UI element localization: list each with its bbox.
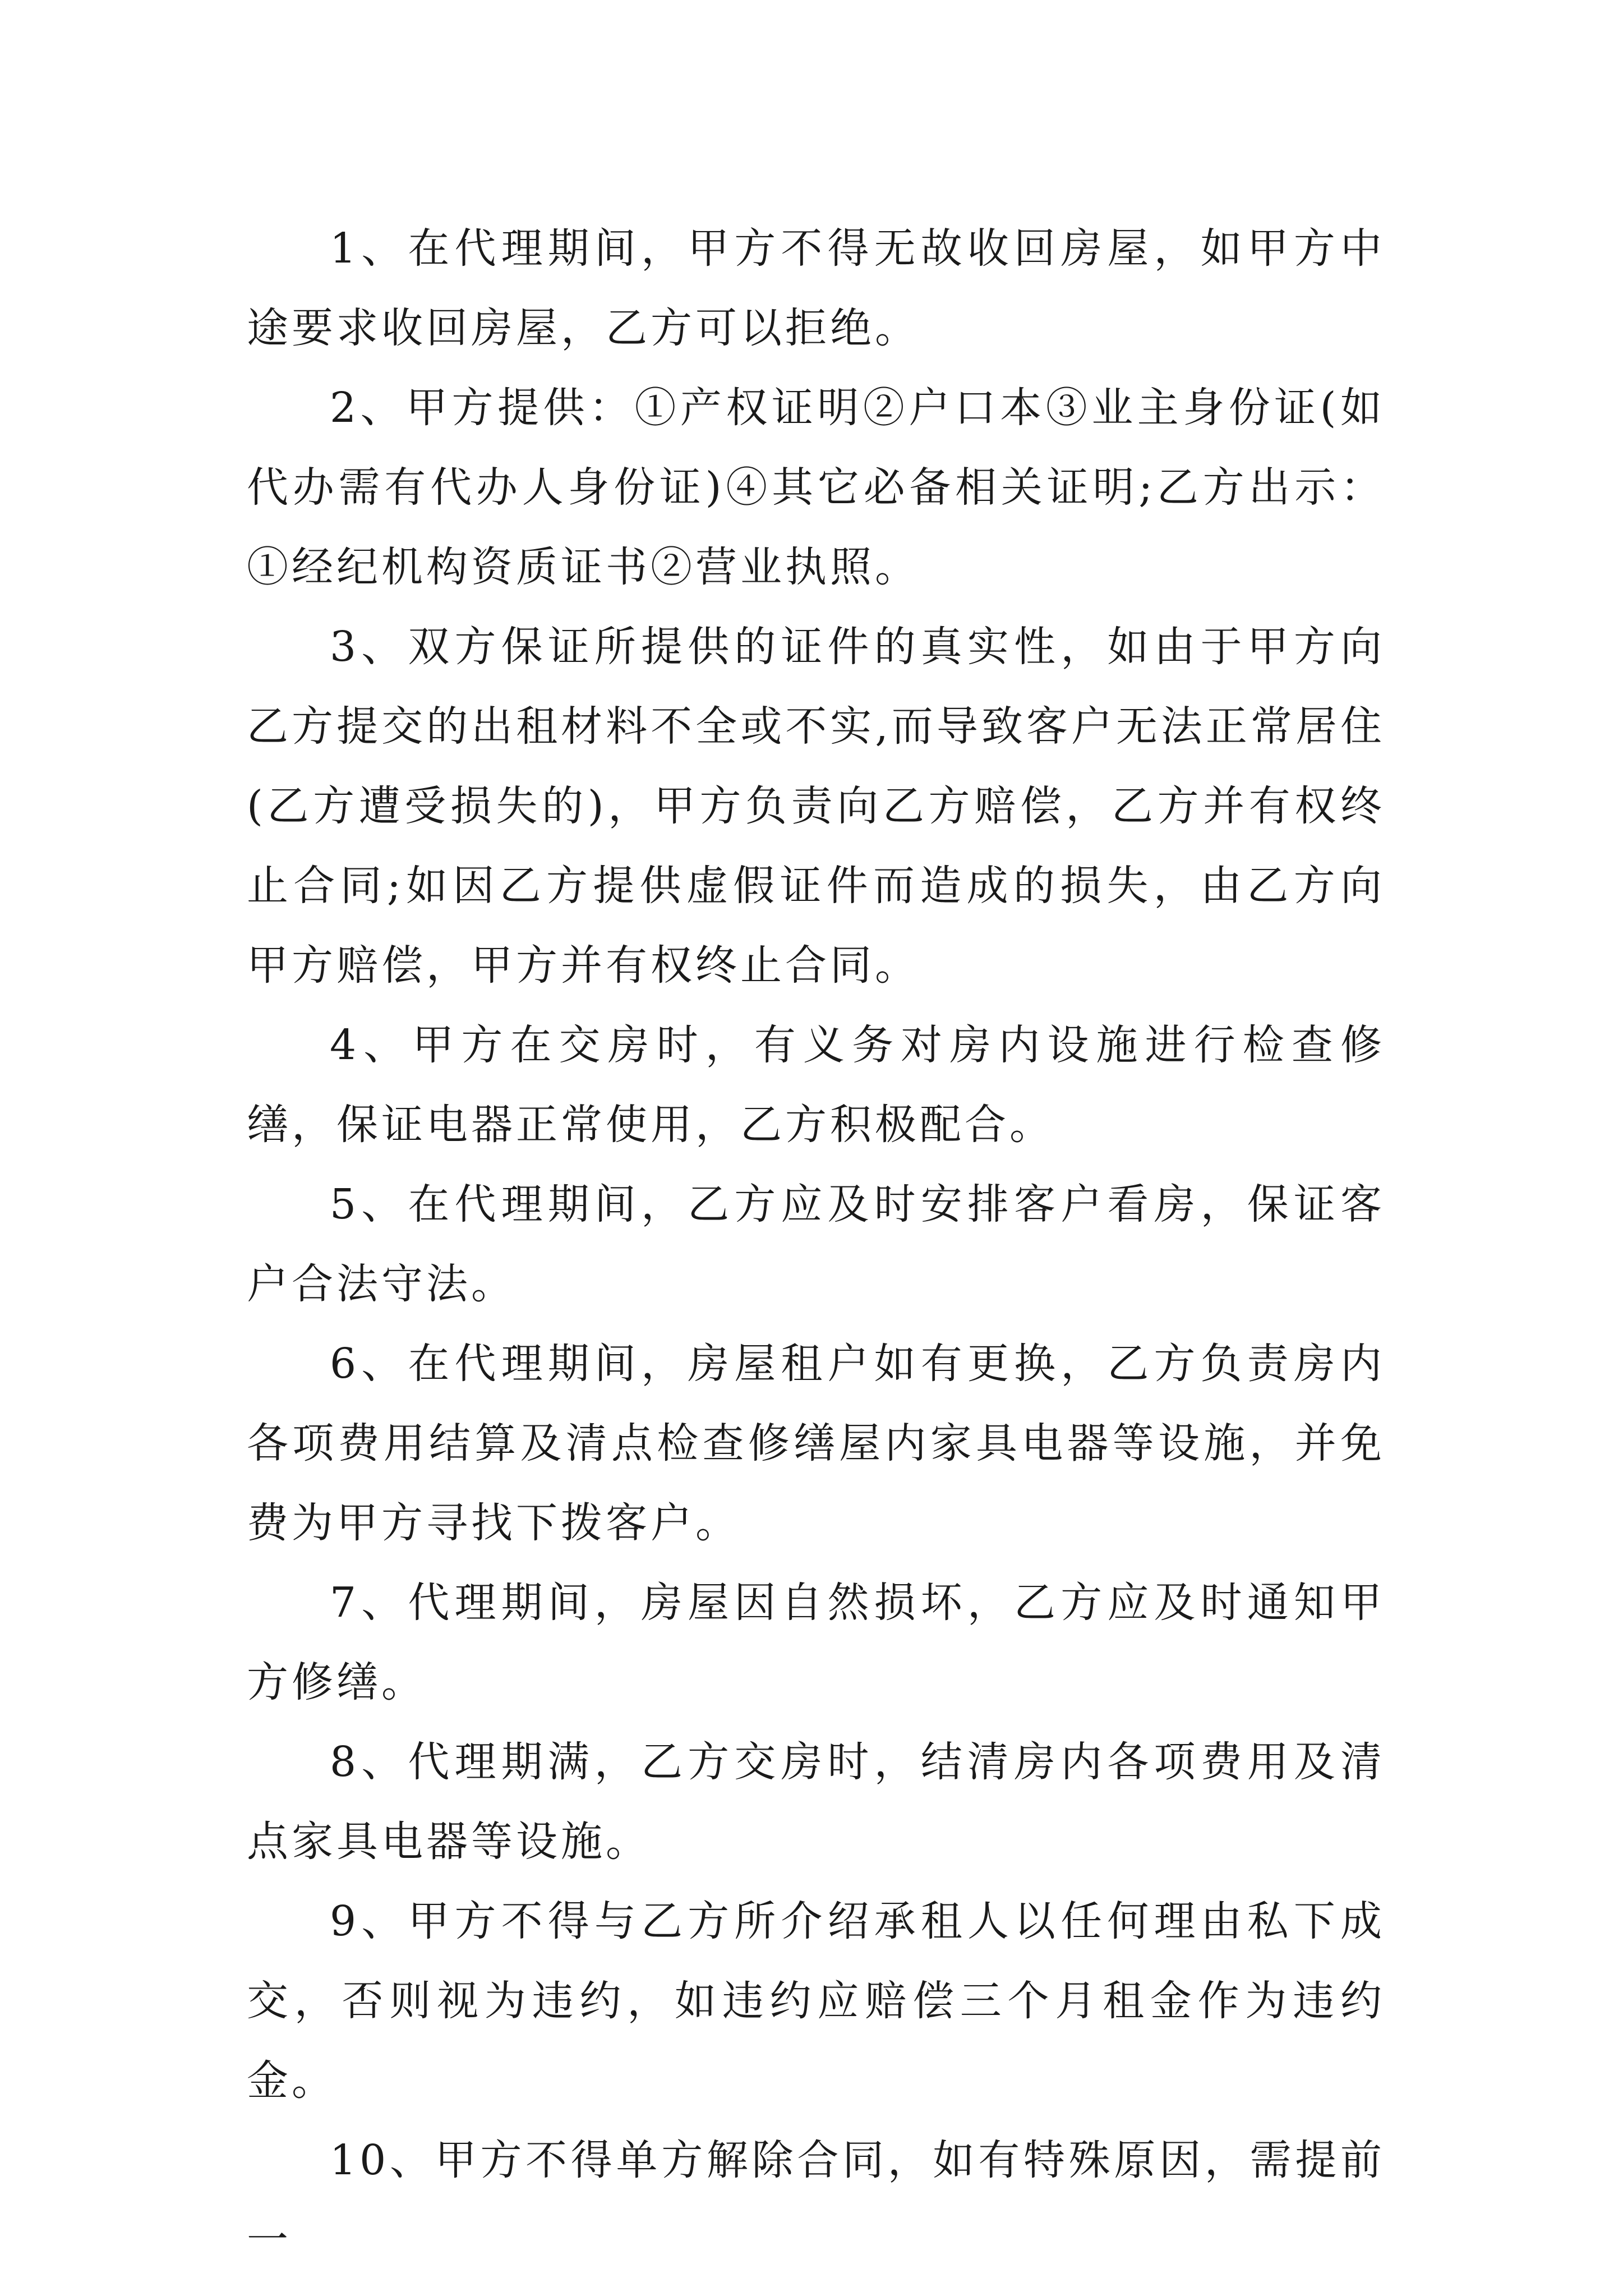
clause-6: 6、在代理期间，房屋租户如有更换，乙方负责房内各项费用结算及清点检查修缮屋内家具电器等设施，并免费为甲方寻找下拨客户。 — [247, 1340, 1385, 1547]
document-body — [247, 209, 1385, 2280]
clause-5: 5、在代理期间，乙方应及时安排客户看房，保证客户合法守法。 — [247, 1180, 1385, 1308]
clause-4: 4、甲方在交房时，有义务对房内设施进行检查修缮，保证电器正常使用，乙方积极配合。 — [247, 1021, 1385, 1149]
clause-3: 3、双方保证所提供的证件的真实性，如由于甲方向乙方提交的出租材料不全或不实,而导致客户无法正常居住(乙方遭受损失的)，甲方负责向乙方赔偿，乙方并有权终止合同;如因乙方提供虚假证件而造成的损失，由乙方向甲方赔偿，甲方并有权终止合同。 — [247, 623, 1385, 990]
clause-8: 8、代理期满，乙方交房时，结清房内各项费用及清点家具电器等设施。 — [247, 1738, 1385, 1866]
clause-1: 1、在代理期间，甲方不得无故收回房屋，如甲方中途要求收回房屋，乙方可以拒绝。 — [247, 224, 1385, 352]
clause-2: 2、甲方提供：①产权证明②户口本③业主身份证(如代办需有代办人身份证)④其它必备相关证明;乙方出示：①经纪机构资质证书②营业执照。 — [247, 384, 1385, 591]
clause-9: 9、甲方不得与乙方所介绍承租人以任何理由私下成交，否则视为违约，如违约应赔偿三个月租金作为违约金。 — [247, 1897, 1385, 2105]
clause-7: 7、代理期间，房屋因自然损坏，乙方应及时通知甲方修缮。 — [247, 1579, 1385, 1706]
clause-10: 10、甲方不得单方解除合同，如有特殊原因，需提前一 — [247, 2136, 1385, 2264]
